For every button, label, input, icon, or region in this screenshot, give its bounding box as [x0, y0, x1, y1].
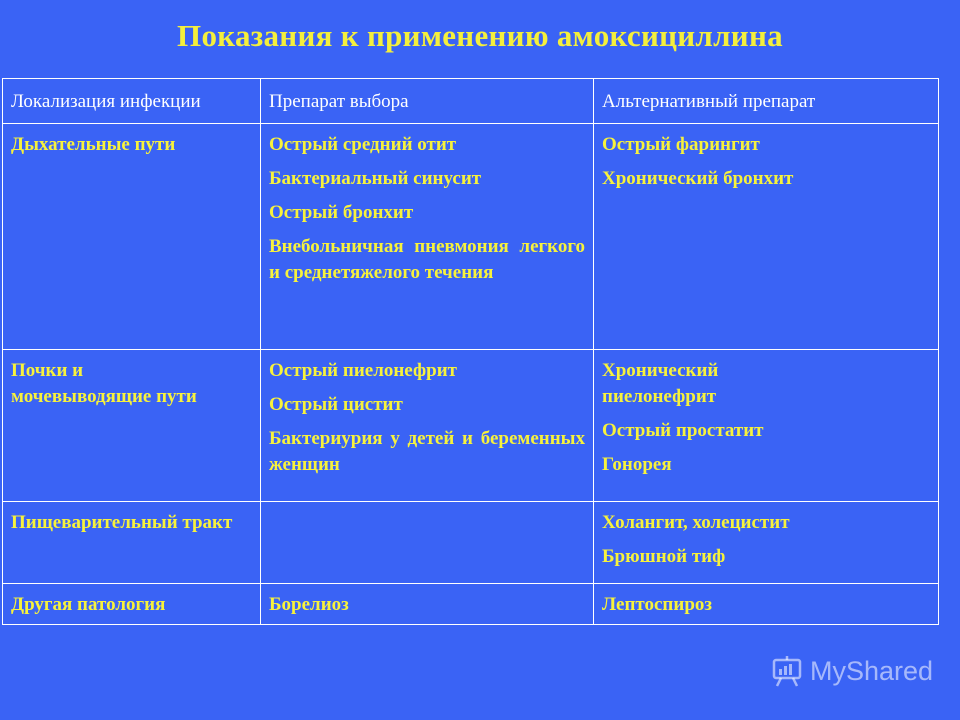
header-cell-alternative: Альтернативный препарат: [594, 79, 939, 124]
list-item: Бактериурия у детей и беременных женщин: [269, 428, 585, 475]
header-cell-drug-of-choice: Препарат выбора: [261, 79, 594, 124]
cell-site: [3, 502, 261, 584]
cell-choice: [261, 124, 594, 350]
site-text: Пищеварительный тракт: [11, 512, 233, 533]
list-item: Брюшной тиф: [602, 546, 726, 567]
cell-choice: [261, 584, 594, 625]
site-text: Дыхательные пути: [11, 134, 176, 155]
cell-alternative: [594, 124, 939, 350]
list-item: Холангит, холецистит: [602, 512, 790, 533]
list-item: Лептоспироз: [602, 594, 713, 615]
table-header-row: [3, 79, 939, 124]
list-item: Внебольничная пневмония легкого и среднетяжелого течения: [269, 236, 585, 283]
site-text: Другая патология: [11, 594, 166, 615]
cell-alternative: [594, 350, 939, 502]
table-row: [3, 124, 939, 350]
watermark-logo: [770, 654, 933, 688]
list-item: Хронический пиелонефрит: [602, 360, 719, 407]
cell-site: [3, 350, 261, 502]
site-text: Почки и мочевыводящие пути: [11, 360, 197, 407]
slide-title: Показания к применению амоксициллина: [177, 18, 783, 53]
list-item: Острый средний отит: [269, 134, 457, 155]
cell-site: [3, 584, 261, 625]
indications-table: [2, 78, 939, 625]
cell-alternative: [594, 584, 939, 625]
watermark-text: MyShared: [810, 655, 934, 686]
cell-choice: [261, 502, 594, 584]
list-item: Борелиоз: [269, 594, 349, 615]
table-row: [3, 350, 939, 502]
cell-site: [3, 124, 261, 350]
list-item: Бактериальный синусит: [269, 168, 482, 189]
list-item: Острый цистит: [269, 394, 403, 415]
list-item: Острый пиелонефрит: [269, 360, 457, 381]
list-item: Острый бронхит: [269, 202, 414, 223]
list-item: Острый фарингит: [602, 134, 760, 155]
table-row: [3, 584, 939, 625]
table-row: [3, 502, 939, 584]
presentation-board-icon: [770, 654, 804, 688]
list-item: Хронический бронхит: [602, 168, 794, 189]
cell-choice: [261, 350, 594, 502]
header-cell-localization: Локализация инфекции: [3, 79, 261, 124]
list-item: Гонорея: [602, 454, 672, 475]
list-item: Острый простатит: [602, 420, 764, 441]
cell-alternative: [594, 502, 939, 584]
